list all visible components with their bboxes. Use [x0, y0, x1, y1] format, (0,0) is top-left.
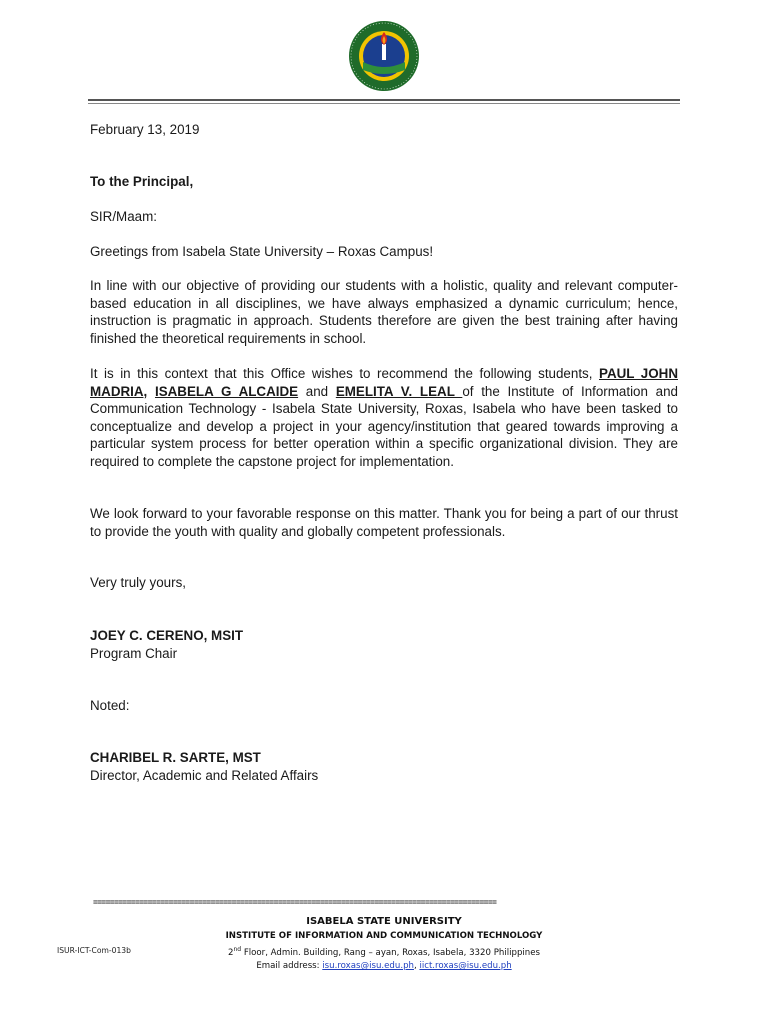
footer-address	[200, 946, 568, 958]
email-label: Email address:	[256, 961, 323, 971]
header-rule	[88, 99, 680, 101]
address-floor: 2	[228, 947, 234, 958]
student-name-2: ISABELA G ALCAIDE	[154, 383, 299, 399]
sir-maam-line: SIR/Maam:	[90, 209, 157, 224]
header-rule-thin	[88, 103, 680, 104]
address-ordinal: nd	[233, 946, 242, 953]
email-link-1[interactable]: isu.roxas@isu.edu.ph	[322, 961, 414, 971]
address-rest: Floor, Admin. Building, Rang – ayan, Roxas, Isabela, 3320 Philippines	[241, 947, 540, 958]
paragraph-recommendation	[90, 365, 678, 470]
footer-institute: INSTITUTE OF INFORMATION AND COMMUNICATION TECHNOLOGY	[225, 931, 543, 941]
greeting-line: Greetings from Isabela State University – Roxas Campus!	[90, 244, 434, 259]
signatory-2-name: CHARIBEL R. SARTE, MST	[90, 750, 261, 765]
email-link-2[interactable]: iict.roxas@isu.edu.ph	[419, 961, 512, 971]
recommendation-intro: It is in this context that this Office wishes to recommend the following students,	[90, 366, 600, 381]
complimentary-close: Very truly yours,	[90, 575, 186, 590]
signatory-1-title: Program Chair	[90, 646, 178, 661]
salutation: To the Principal,	[90, 174, 194, 189]
footer-separator: ================================================================================================	[93, 899, 497, 908]
paragraph-closing: We look forward to your favorable response on this matter. Thank you for being a part of our thrust to provide the youth with quality and globally competent professionals.	[90, 506, 678, 539]
noted-label: Noted:	[90, 698, 130, 713]
signatory-2-title: Director, Academic and Related Affairs	[90, 768, 319, 783]
conjunction-and: and	[298, 383, 336, 399]
recommendation-rest: of the Institute of Information and Communication Technology - Isabela State University, Roxas, Isabela who have been tasked to conceptualize and develop a project in your agency/institution that geared towards improving a particular system process for better operation within a specific organizational division. They are required to complete the capstone project for implementation.	[90, 383, 678, 469]
signatory-1-name: JOEY C. CERENO, MSIT	[90, 628, 244, 643]
student-name-1: PAUL JOHN MADRIA,	[90, 366, 678, 399]
footer-email	[200, 961, 568, 971]
footer-university: ISABELA STATE UNIVERSITY	[306, 916, 462, 927]
letter-date: February 13, 2019	[90, 122, 200, 137]
email-separator: ,	[413, 961, 420, 971]
paragraph-objective: In line with our objective of providing our students with a holistic, quality and relevant computer-based education in all disciplines, we have always emphasized a dynamic curriculum; hence, instruction is pragmatic in approach. Students therefore are given the best training after having finished the theoretical requirements in school.	[90, 278, 678, 346]
university-seal-logo	[348, 20, 420, 92]
student-name-3: EMELITA V. LEAL	[335, 383, 463, 399]
document-code: ISUR-ICT-Com-013b	[57, 946, 131, 955]
